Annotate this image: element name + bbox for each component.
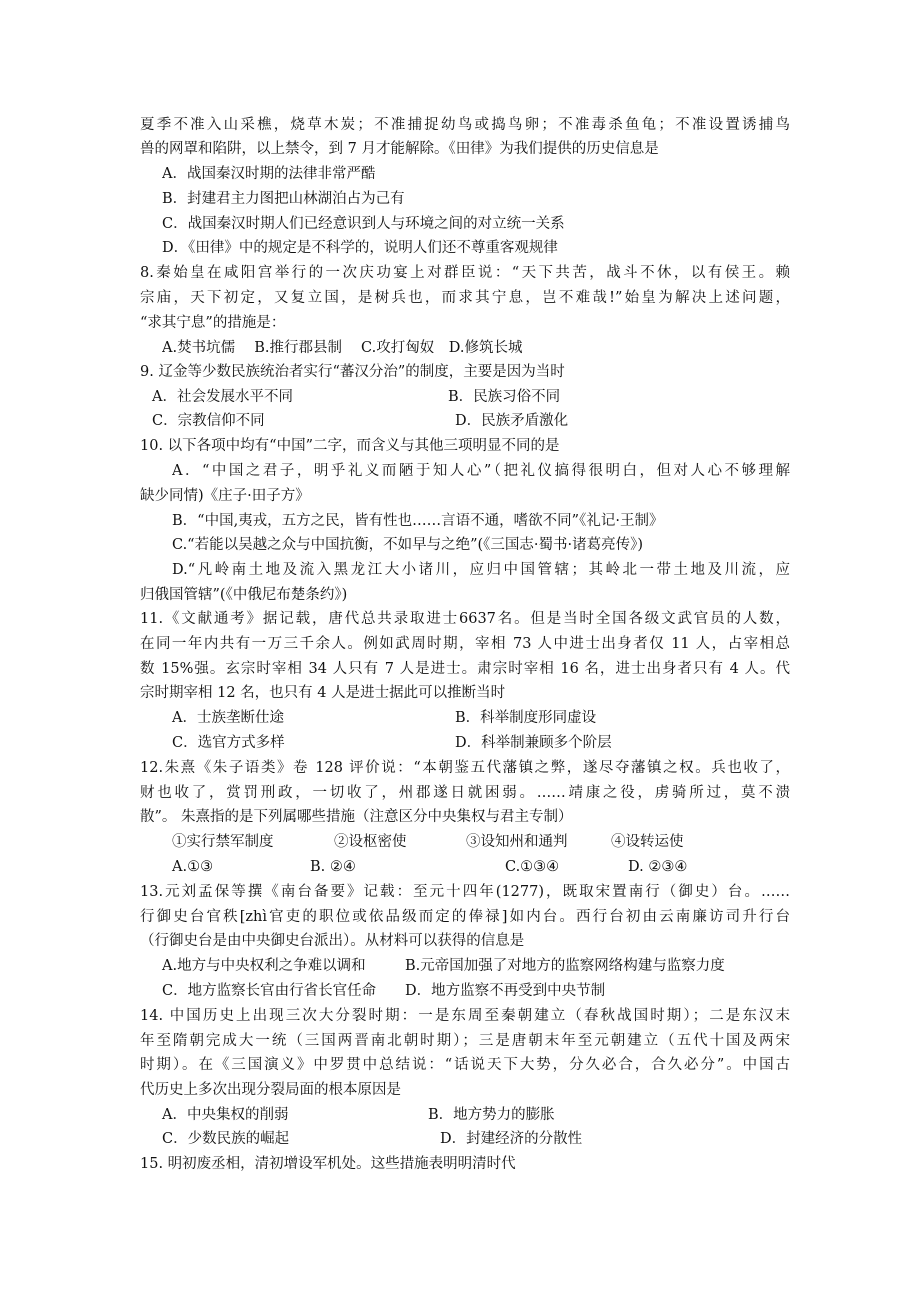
q10-stem: 10. 以下各项中均有“中国”二字，而含义与其他三项明显不同的是: [140, 438, 560, 454]
q11-stem-line-4: 宗时期宰相 12 名，也只有 4 人是进士据此可以推断当时: [140, 685, 506, 701]
q12-option-d: D. ②③④: [628, 859, 688, 875]
q11-option-d: D．科举制兼顾多个阶层: [455, 735, 612, 751]
q8-options: A.焚书坑儒 B.推行郡县制 C.攻打匈奴 D.修筑长城: [162, 340, 523, 356]
q11-stem-line-3: 数 15%强。玄宗时宰相 34 人只有 7 人是进士。肃宗时宰相 16 名，进士出身者只有 4 人。代: [140, 661, 790, 677]
q11-option-b: B．科举制度形同虚设: [455, 710, 597, 726]
q14-option-a: A．中央集权的削弱: [162, 1107, 289, 1123]
q8-stem-line-3: “求其宁息”的措施是：: [140, 315, 286, 331]
q9-option-c: C．宗教信仰不同: [152, 413, 265, 429]
q12-stem-line-2: 财也收了，赏罚刑政，一切收了，州郡遂日就困弱。……靖康之役，虏骑所过，莫不溃: [140, 785, 790, 801]
q12-stem-line-3: 散”。 朱熹指的是下列属哪些措施（注意区分中央集权与君主专制）: [140, 809, 573, 825]
q14-stem-line-3: 时期）。在《三国演义》中罗贯中总结说：“话说天下大势，分久必合，合久必分”。中国古: [140, 1057, 790, 1073]
q12-statement-4: ④设转运使: [611, 834, 684, 850]
q7-stem-line-1: 夏季不准入山采樵，烧草木炭；不准捕捉幼鸟或捣鸟卵；不准毒杀鱼龟；不准设置诱捕鸟: [140, 117, 790, 133]
q10-option-d-line-2: 归俄国管辖”(《中俄尼布楚条约》): [140, 587, 348, 603]
q13-option-a: A.地方与中央权利之争难以调和: [162, 958, 366, 974]
q8-stem-line-2: 宗庙，天下初定，又复立国，是树兵也，而求其宁息，岂不难哉!”始皇为解决上述问题，: [140, 290, 790, 306]
q11-option-a: A．士族垄断仕途: [172, 710, 284, 726]
q14-stem-line-1: 14. 中国历史上出现三次大分裂时期：一是东周至秦朝建立（春秋战国时期）；二是东汉末: [140, 1008, 790, 1024]
q7-option-b: B．封建君主力图把山林湖泊占为己有: [162, 191, 405, 207]
q11-stem-line-1: 11.《文献通考》据记载，唐代总共录取进士6637名。但是当时全国各级文武官员的人数，: [140, 611, 790, 627]
q14-stem-line-2: 年至隋朝完成大一统（三国两晋南北朝时期）；三是唐朝末年至元朝建立（五代十国及两宋: [140, 1033, 790, 1049]
q15-stem: 15. 明初废丞相，清初增设军机处。这些措施表明明清时代: [140, 1156, 516, 1172]
q9-option-d: D．民族矛盾激化: [455, 413, 569, 429]
q10-option-a-line-1: A．“中国之君子，明乎礼义而陋于知人心”（把礼仪搞得很明白，但对人心不够理解: [172, 463, 790, 479]
q12-option-c: C.①③④: [505, 859, 560, 875]
q14-option-c: C．少数民族的崛起: [162, 1131, 290, 1147]
q10-option-d-line-1: D.“凡岭南土地及流入黑龙江大小诸川，应归中国管辖；其岭北一带土地及川流，应: [172, 562, 790, 578]
q13-option-b: B.元帝国加强了对地方的监察网络构建与监察力度: [405, 958, 725, 974]
q10-option-b: B．“中国,夷戎，五方之民，皆有性也……言语不通，嗜欲不同”《礼记·王制》: [172, 513, 664, 529]
q12-statement-2: ②设枢密使: [334, 834, 407, 850]
q12-option-b: B. ②④: [310, 859, 356, 875]
q14-option-d: D．封建经济的分散性: [440, 1131, 583, 1147]
q8-stem-line-1: 8.秦始皇在咸阳宫举行的一次庆功宴上对群臣说：“天下共苦，战斗不休，以有侯王。赖: [140, 265, 790, 281]
q14-stem-line-4: 代历史上多次出现分裂局面的根本原因是: [140, 1082, 401, 1098]
q7-option-d: D．《田律》中的规定是不科学的，说明人们还不尊重客观规律: [162, 240, 558, 256]
q12-stem-line-1: 12.朱熹《朱子语类》卷 128 评价说：“本朝鉴五代藩镇之弊，遂尽夺藩镇之权。兵也收了，: [140, 760, 790, 776]
q13-stem-line-2: 行御史台官秩[zhì官吏的职位或依品级而定的俸禄]如内台。西行台初由云南廉访司升行台: [140, 909, 790, 925]
q14-option-b: B．地方势力的膨胀: [428, 1107, 555, 1123]
q13-stem-line-3: （行御史台是由中央御史台派出）。从材料可以获得的信息是: [140, 933, 525, 949]
q7-stem-line-2: 兽的网罩和陷阱，以上禁令，到 7 月才能解除。《田律》为我们提供的历史信息是: [140, 141, 659, 157]
q10-option-a-line-2: 缺少同情)《庄子·田子方》: [140, 488, 310, 504]
q7-option-c: C．战国秦汉时期人们已经意识到人与环境之间的对立统一关系: [162, 216, 565, 232]
q12-statement-1: ①实行禁军制度: [172, 834, 274, 850]
q12-option-a: A.①③: [172, 859, 214, 875]
q9-option-b: B．民族习俗不同: [448, 389, 561, 405]
q13-option-c: C．地方监察长官由行省长官任命: [162, 983, 377, 999]
q12-statement-3: ③设知州和通判: [466, 834, 568, 850]
q10-option-c: C.“若能以吴越之众与中国抗衡，不如早与之绝”(《三国志·蜀书·诸葛亮传》): [172, 537, 644, 553]
q9-stem: 9. 辽金等少数民族统治者实行“蕃汉分治”的制度，主要是因为当时: [140, 364, 565, 380]
q13-option-d: D．地方监察不再受到中央节制: [405, 983, 606, 999]
q7-option-a: A．战国秦汉时期的法律非常严酷: [162, 166, 376, 182]
q9-option-a: A．社会发展水平不同: [152, 389, 293, 405]
q11-stem-line-2: 在同一年内共有一万三千余人。例如武周时期，宰相 73 人中进士出身者仅 11 人，占宰相总: [140, 636, 790, 652]
q13-stem-line-1: 13.元刘孟保等撰《南台备要》记载：至元十四年(1277)，既取宋置南行（御史）台。……: [140, 884, 790, 900]
q11-option-c: C．选官方式多样: [172, 735, 285, 751]
